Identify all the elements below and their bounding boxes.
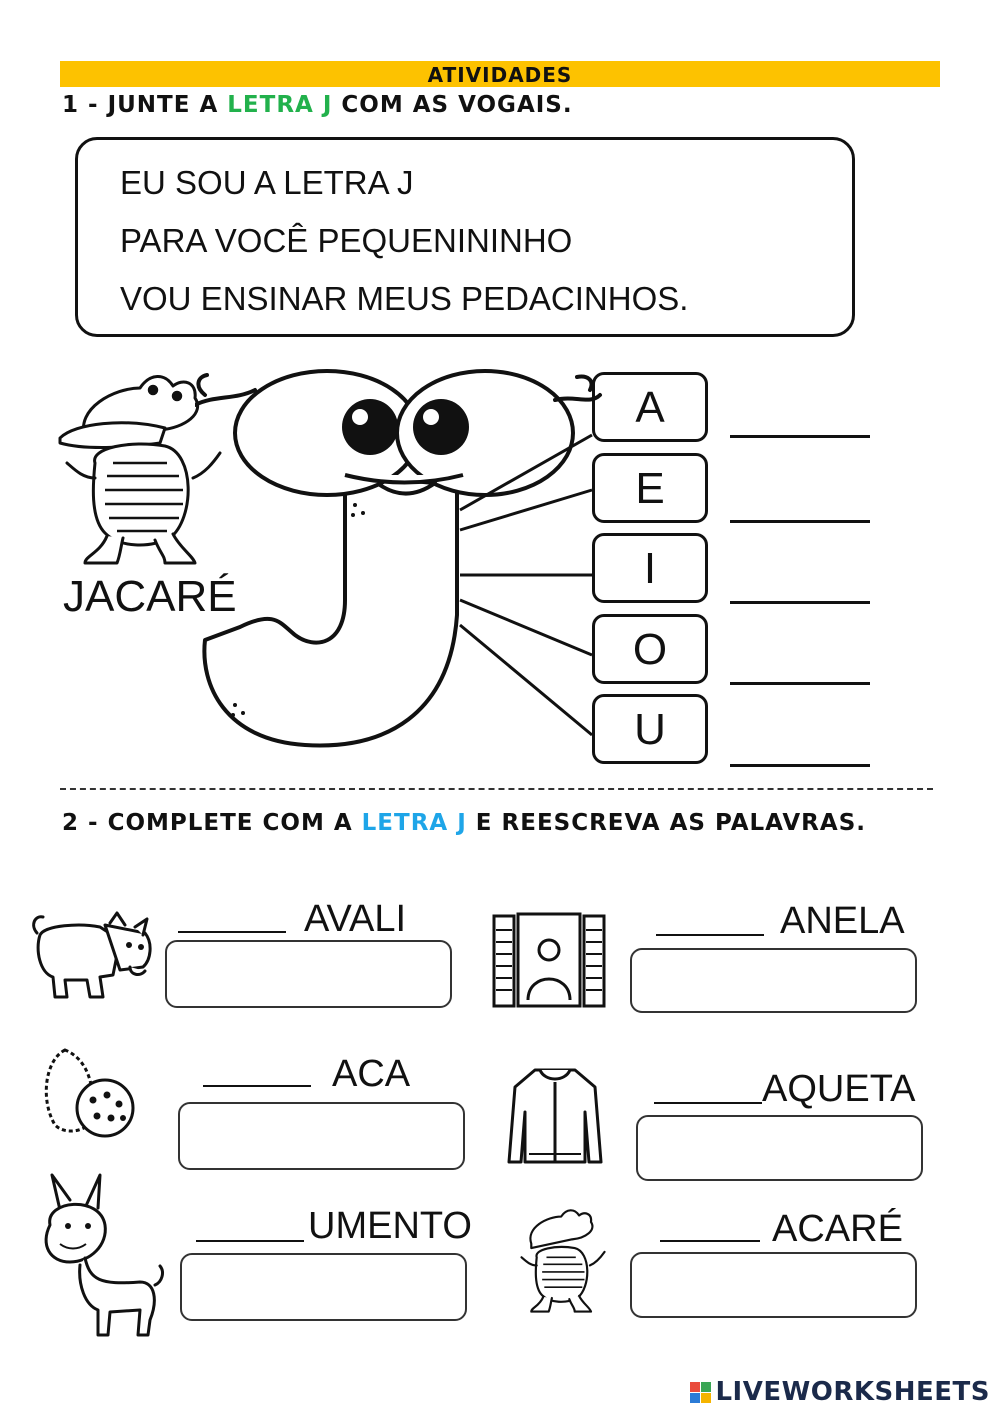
word-aqueta: AQUETA — [762, 1068, 916, 1110]
question-1-heading — [62, 92, 573, 118]
poem-line-3: VOU ENSINAR MEUS PEDACINHOS. — [120, 280, 689, 317]
vowel-box-e: E — [592, 453, 708, 523]
word-umento: UMENTO — [308, 1205, 472, 1247]
dashed-separator — [60, 788, 933, 790]
window-icon — [490, 910, 608, 1010]
jacare-label: JACARÉ — [63, 572, 237, 621]
write-box-acare[interactable] — [630, 1252, 917, 1318]
vowel-box-a: A — [592, 372, 708, 442]
answer-line-ja[interactable] — [730, 435, 870, 438]
liveworksheets-logo — [690, 1377, 990, 1407]
boar-icon — [25, 905, 160, 1005]
word-aca: ACA — [332, 1053, 411, 1095]
write-box-avali[interactable] — [165, 940, 452, 1008]
q1-keyword: LETRA J — [227, 92, 333, 118]
write-box-umento[interactable] — [180, 1253, 467, 1321]
q1-prefix: 1 - JUNTE A — [62, 92, 228, 118]
q2-keyword: LETRA J — [361, 810, 467, 836]
blank-avali[interactable] — [178, 931, 286, 933]
blank-acare[interactable] — [660, 1240, 760, 1242]
write-box-aca[interactable] — [178, 1102, 465, 1170]
jackfruit-icon — [35, 1040, 135, 1140]
letter-j-character-icon — [195, 365, 605, 755]
answer-line-je[interactable] — [730, 520, 870, 523]
vowel-box-u: U — [592, 694, 708, 764]
q1-suffix: COM AS VOGAIS. — [332, 92, 573, 118]
blank-umento[interactable] — [196, 1240, 304, 1242]
word-anela: ANELA — [780, 900, 905, 942]
poem-line-2: PARA VOCÊ PEQUENININHO — [120, 222, 573, 259]
word-avali: AVALI — [304, 898, 407, 940]
donkey-icon — [30, 1170, 170, 1340]
vowel-box-o: O — [592, 614, 708, 684]
question-2-heading — [62, 810, 866, 836]
blank-aqueta[interactable] — [654, 1102, 762, 1104]
write-box-anela[interactable] — [630, 948, 917, 1013]
jacket-icon — [505, 1062, 605, 1172]
blank-anela[interactable] — [656, 934, 764, 936]
q2-prefix: 2 - COMPLETE COM A — [62, 810, 362, 836]
crocodile-icon — [515, 1200, 610, 1320]
logo-text: LIVEWORKSHEETS — [715, 1377, 990, 1407]
blank-aca[interactable] — [203, 1085, 311, 1087]
poem-box — [75, 137, 855, 337]
vowel-box-i: I — [592, 533, 708, 603]
word-acare: ACARÉ — [772, 1208, 903, 1250]
poem-line-1: EU SOU A LETRA J — [120, 164, 414, 201]
answer-line-jo[interactable] — [730, 682, 870, 685]
write-box-aqueta[interactable] — [636, 1115, 923, 1181]
answer-line-ji[interactable] — [730, 601, 870, 604]
logo-mark-icon — [690, 1382, 711, 1403]
answer-line-ju[interactable] — [730, 764, 870, 767]
page-title: ATIVIDADES — [427, 63, 573, 87]
title-band — [60, 61, 940, 87]
q2-suffix: E REESCREVA AS PALAVRAS. — [466, 810, 866, 836]
